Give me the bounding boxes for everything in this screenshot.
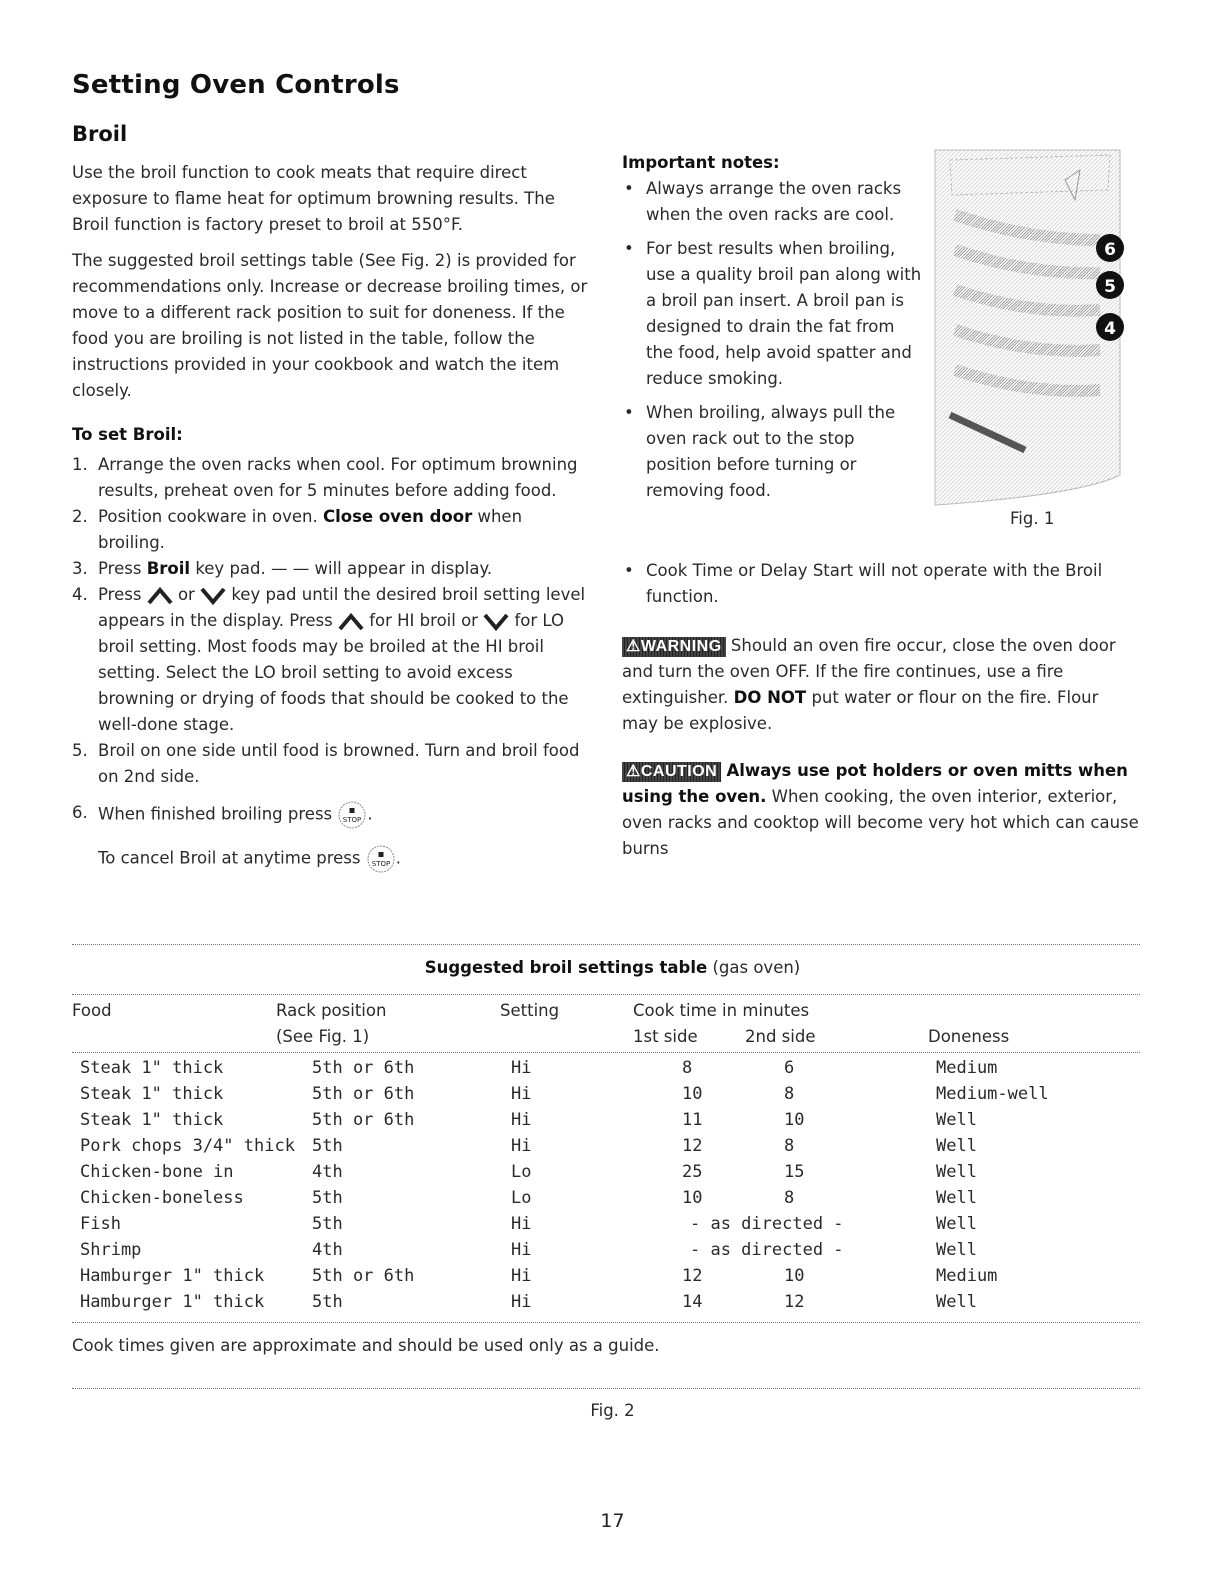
table-title <box>0 958 1225 977</box>
figure-2-caption: Fig. 2 <box>590 1401 635 1420</box>
divider-line <box>72 1052 1140 1053</box>
table-cell-side2: 8 <box>784 1136 795 1156</box>
figure-1-caption: Fig. 1 <box>1010 509 1055 528</box>
table-cell-doneness: Well <box>936 1110 977 1130</box>
table-cell-doneness: Medium <box>936 1058 998 1078</box>
steps-heading: To set Broil: <box>72 425 183 444</box>
table-cell-doneness: Well <box>936 1188 977 1208</box>
table-cell-setting: Hi <box>511 1292 532 1312</box>
page-title: Setting Oven Controls <box>72 70 400 100</box>
oven-rack-illustration <box>930 145 1130 530</box>
step-3: 3. Press Broil key pad. — — will appear in display. <box>72 559 493 578</box>
table-cell-food: Steak 1" thick <box>80 1110 224 1130</box>
step-4-text: Press <box>98 585 142 604</box>
divider-line <box>72 1388 1140 1389</box>
step-3-mid: key pad. <box>195 559 266 578</box>
intro-paragraph-2: The suggested broil settings table (See Fig. 2) is provided for recommendations only. Increase or decrease broiling times, or move to a different rack position to suit for doneness. If the food you are broiling is not listed in the table, follow the instructions provided in your cookbook and watch the item closely. <box>72 251 588 400</box>
rack-marker-5 <box>1096 271 1124 299</box>
table-cell-side1: 12 <box>682 1266 703 1286</box>
table-cell-doneness: Well <box>936 1162 977 1182</box>
step-3-text: Press <box>98 559 142 578</box>
table-cell-setting: Hi <box>511 1266 532 1286</box>
notes-title: Important notes: <box>622 153 780 172</box>
col-header-doneness: Doneness <box>928 1027 1010 1046</box>
up-arrow-icon <box>147 587 173 605</box>
table-title-rest: (gas oven) <box>712 958 801 977</box>
caution-block <box>622 758 1142 862</box>
col-header-food: Food <box>72 1001 112 1020</box>
caution-label: CAUTION <box>640 763 718 780</box>
table-cell-food: Hamburger 1" thick <box>80 1292 265 1312</box>
stop-key-icon <box>337 800 367 830</box>
table-cell-food: Hamburger 1" thick <box>80 1266 265 1286</box>
rack-label-6: 6 <box>1104 240 1116 260</box>
caution-badge: ⚠CAUTION <box>622 762 721 782</box>
table-cell-doneness: Well <box>936 1240 977 1260</box>
table-cell-setting: Hi <box>511 1084 532 1104</box>
warning-block <box>622 633 1132 737</box>
table-cell-side1: 25 <box>682 1162 703 1182</box>
step-6: 6. When finished broiling press STOP . <box>72 800 592 830</box>
table-cell-food: Steak 1" thick <box>80 1084 224 1104</box>
table-cell-rack: 4th <box>312 1162 343 1182</box>
warning-bold: DO NOT <box>733 688 807 707</box>
table-cell-side1: 12 <box>682 1136 703 1156</box>
note-4-text: Cook Time or Delay Start will not operate with the Broil function. <box>646 561 1103 606</box>
caution-text: When cooking, the oven interior, exterior, oven racks and cooktop will become very hot which can cause burns <box>622 787 1139 858</box>
table-cell-rack: 5th <box>312 1136 343 1156</box>
step-2-bold: Close oven door <box>322 507 473 526</box>
up-arrow-icon <box>338 613 364 631</box>
table-cell-setting: Lo <box>511 1162 532 1182</box>
table-cell-setting: Hi <box>511 1136 532 1156</box>
table-cell-setting: Hi <box>511 1058 532 1078</box>
step-4-tail: for LO broil setting. Most foods may be broiled at the HI broil setting. Select the LO broil setting to avoid excess browning or drying of foods that should be cooked to the well-done stage. <box>98 611 569 734</box>
note-1-text: Always arrange the oven racks when the oven racks are cool. <box>646 179 902 224</box>
step-4-mid: key pad until the desired broil setting level appears in the display. Press <box>98 585 586 630</box>
page-number: 17 <box>600 1510 625 1532</box>
table-cell-food: Fish <box>80 1214 121 1234</box>
step-1: 1. Arrange the oven racks when cool. For optimum browning results, preheat oven for 5 minutes before adding food. <box>72 455 578 500</box>
table-cell-doneness: Well <box>936 1136 977 1156</box>
step-6-text: When finished broiling press <box>98 804 333 824</box>
col-header-side2: 2nd side <box>745 1027 816 1046</box>
table-cell-doneness: Well <box>936 1292 977 1312</box>
important-notes <box>622 150 922 512</box>
note-3: • When broiling, always pull the oven rack out to the stop position before turning or removing food. <box>624 403 896 500</box>
table-cell-food: Chicken-bone in <box>80 1162 234 1182</box>
table-cell-rack: 5th <box>312 1292 343 1312</box>
divider-line <box>72 1322 1140 1323</box>
warning-badge: ⚠WARNING <box>622 637 726 657</box>
step-4-hi: for HI broil or <box>369 611 478 630</box>
table-cell-rack: 5th or 6th <box>312 1266 415 1286</box>
col-header-side1: 1st side <box>633 1027 698 1046</box>
rack-label-5: 5 <box>1104 277 1116 297</box>
step-4-or: or <box>177 585 195 604</box>
warning-text: Should an oven fire occur, close the oven door and turn the oven OFF. If the fire continues, use a fire extinguisher. <box>622 636 1116 707</box>
col-header-rack: Rack position <box>276 1001 387 1020</box>
cancel-text: To cancel Broil at anytime press <box>98 848 361 868</box>
rack-marker-6 <box>1096 234 1124 262</box>
table-cell-food: Steak 1" thick <box>80 1058 224 1078</box>
table-cell-side2: 10 <box>784 1266 805 1286</box>
divider-line <box>72 944 1140 945</box>
down-arrow-icon <box>200 587 226 605</box>
table-cell-food: Chicken-boneless <box>80 1188 244 1208</box>
note-2-text: For best results when broiling, use a quality broil pan along with a broil pan insert. A broil pan is designed to drain the fat from the food, help avoid spatter and reduce smoking. <box>646 239 922 388</box>
table-cell-side1: 10 <box>682 1188 703 1208</box>
step-2: 2. Position cookware in oven. Close oven door when broiling. <box>72 507 523 552</box>
table-cell-side1: 14 <box>682 1292 703 1312</box>
table-cell-side1: 10 <box>682 1084 703 1104</box>
table-cell-side2: 8 <box>784 1084 795 1104</box>
table-cell-setting: Hi <box>511 1214 532 1234</box>
stop-key-label: STOP <box>371 860 390 868</box>
table-cell-setting: Hi <box>511 1110 532 1130</box>
table-cell-rack: 5th or 6th <box>312 1084 415 1104</box>
table-cell-setting: Hi <box>511 1240 532 1260</box>
table-cell-rack: 5th <box>312 1188 343 1208</box>
caution-bold: Always use pot holders or oven mitts when using the oven. <box>622 761 1128 806</box>
table-cell-rack: 5th or 6th <box>312 1110 415 1130</box>
display-dashes: — — <box>271 559 310 578</box>
step-2-tail: when broiling. <box>98 507 523 552</box>
table-cell-rack: 4th <box>312 1240 343 1260</box>
divider-line <box>72 994 1140 995</box>
table-cell-doneness: Medium-well <box>936 1084 1049 1104</box>
table-cell-side2: 10 <box>784 1110 805 1130</box>
table-cell-side2: 8 <box>784 1188 795 1208</box>
broil-key-label: Broil <box>146 559 191 578</box>
table-cell-side1: 8 <box>682 1058 693 1078</box>
intro-paragraph-1: Use the broil function to cook meats that require direct exposure to flame heat for optimum browning results. The Broil function is factory preset to broil at 550°F. <box>72 163 555 234</box>
col-header-cook-time: Cook time in minutes <box>633 1001 810 1020</box>
step-5-text: Broil on one side until food is browned. Turn and broil food on 2nd side. <box>98 741 580 786</box>
table-cell-side1: 11 <box>682 1110 703 1130</box>
table-cell-setting: Lo <box>511 1188 532 1208</box>
section-title: Broil <box>72 122 128 146</box>
warning-text-2: put water or flour on the fire. Flour may be explosive. <box>622 688 1099 733</box>
steps-list <box>72 452 592 830</box>
down-arrow-icon <box>483 613 509 631</box>
table-cell-span: - as directed - <box>690 1214 844 1234</box>
rack-label-4: 4 <box>1104 319 1116 339</box>
table-cell-rack: 5th <box>312 1214 343 1234</box>
table-cell-doneness: Medium <box>936 1266 998 1286</box>
step-1-text: Arrange the oven racks when cool. For optimum browning results, preheat oven for 5 minutes before adding food. <box>98 455 578 500</box>
table-cell-doneness: Well <box>936 1214 977 1234</box>
table-footnote: Cook times given are approximate and should be used only as a guide. <box>72 1336 660 1355</box>
table-cell-food: Shrimp <box>80 1240 142 1260</box>
table-cell-span: - as directed - <box>690 1240 844 1260</box>
table-title-bold: Suggested broil settings table <box>424 958 708 977</box>
note-3-text: When broiling, always pull the oven rack out to the stop position before turning or removing food. <box>646 403 896 500</box>
col-header-rack-sub: (See Fig. 1) <box>276 1027 370 1046</box>
step-2-text: Position cookware in oven. <box>98 507 318 526</box>
stop-key-label: STOP <box>343 816 362 824</box>
rack-marker-4 <box>1096 313 1124 341</box>
stop-key-icon <box>366 844 396 874</box>
table-cell-rack: 5th or 6th <box>312 1058 415 1078</box>
note-4: • Cook Time or Delay Start will not operate with the Broil function. <box>624 561 1103 606</box>
cancel-line: To cancel Broil at anytime press STOP . <box>72 844 592 874</box>
step-3-tail: will appear in display. <box>314 559 493 578</box>
table-cell-side2: 6 <box>784 1058 795 1078</box>
table-cell-side2: 12 <box>784 1292 805 1312</box>
table-cell-food: Pork chops 3/4" thick <box>80 1136 295 1156</box>
warning-label: WARNING <box>640 638 722 655</box>
left-column <box>72 160 592 874</box>
col-header-setting: Setting <box>500 1001 560 1020</box>
step-4: 4. Press or key pad until the desired broil setting level appears in the display. Press for HI broil or for LO broil setting. Most foods may be broiled at the HI broil setting. Select the LO broil setting to avoid excess browning or drying of foods that should be cooked to the well-done stage. <box>72 585 586 734</box>
step-5: 5. Broil on one side until food is browned. Turn and broil food on 2nd side. <box>72 741 580 786</box>
note-1: • Always arrange the oven racks when the oven racks are cool. <box>624 179 902 224</box>
note-2: • For best results when broiling, use a quality broil pan along with a broil pan insert. A broil pan is designed to drain the fat from the food, help avoid spatter and reduce smoking. <box>624 239 922 388</box>
table-cell-side2: 15 <box>784 1162 805 1182</box>
